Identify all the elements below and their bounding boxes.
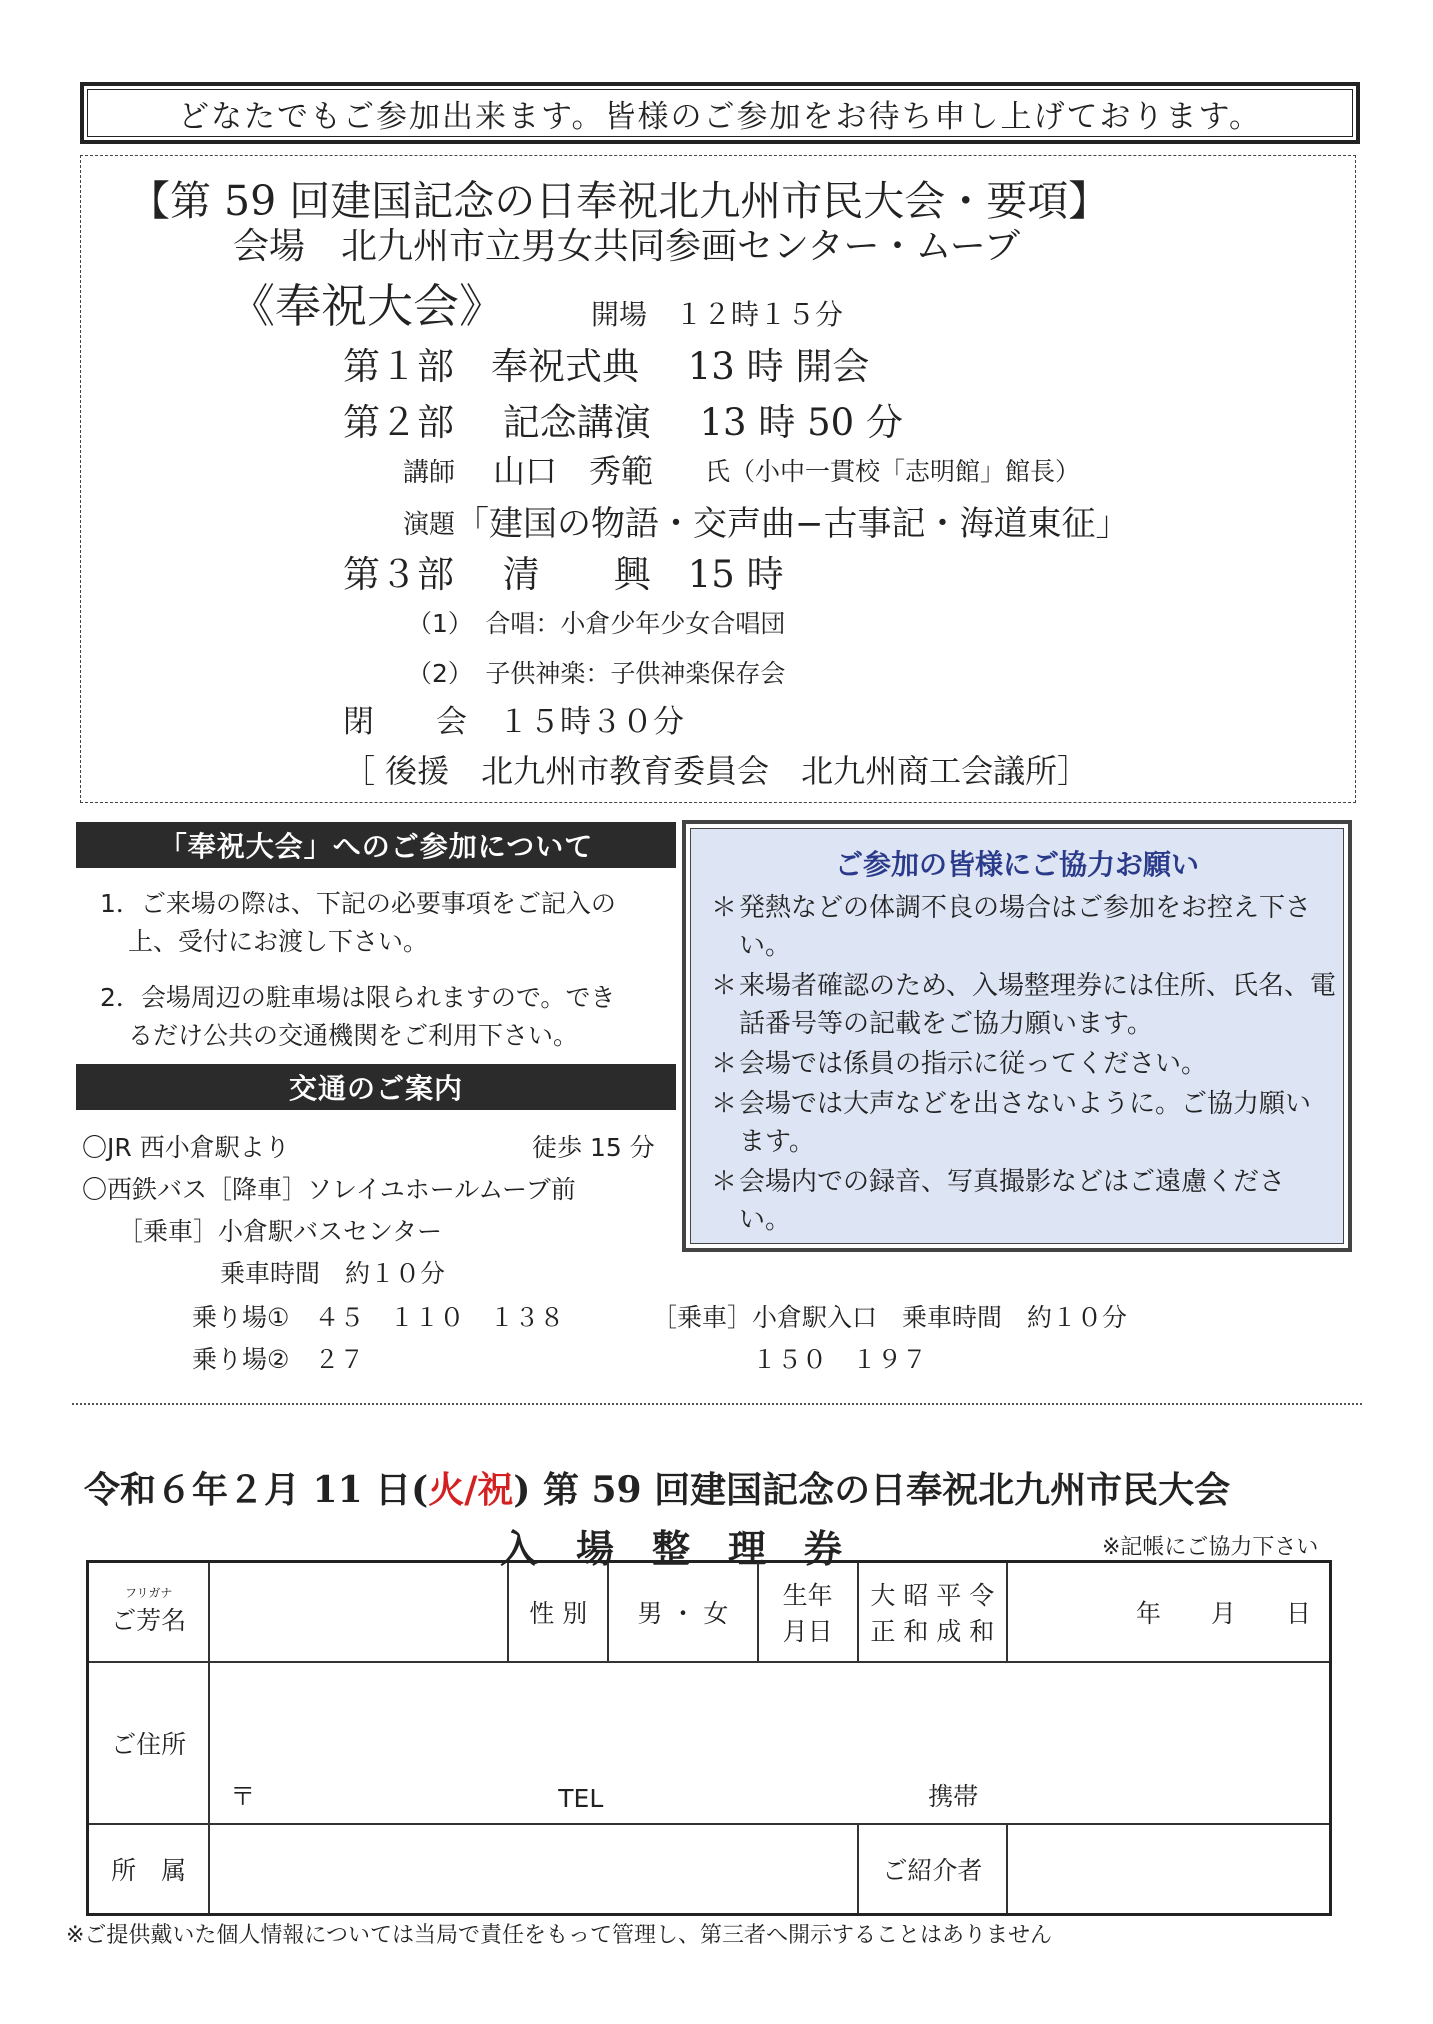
era-line-1: 大 昭 平 令 bbox=[870, 1581, 995, 1610]
participation-p2b: るだけ公共の交通機関をご利用下さい。 bbox=[128, 1021, 579, 1050]
notice-title: ご参加の皆様にご協力お願い bbox=[834, 848, 1199, 881]
notice-item bbox=[711, 889, 1336, 965]
ticket-day-holiday: 祝 bbox=[477, 1469, 514, 1511]
affiliation-field[interactable] bbox=[209, 1824, 857, 1915]
transport-stop2: 乗り場② ２７ bbox=[192, 1345, 365, 1374]
name-label: ご芳名 bbox=[111, 1606, 187, 1635]
asterisk-icon: ＊ bbox=[711, 893, 738, 923]
address-label: ご住所 bbox=[88, 1662, 210, 1824]
ticket-event: ) 第 59 回建国記念の日奉祝北九州市民大会 bbox=[513, 1469, 1231, 1511]
birth-date-field[interactable]: 年 月 日 bbox=[1007, 1562, 1330, 1663]
transport-bus: 〇西鉄バス［降車］ソレイユホールムーブ前 bbox=[82, 1175, 576, 1204]
lecturer-suffix: 氏（小中一貫校「志明館」館長） bbox=[705, 457, 1081, 486]
topic: 「建国の物語・交声曲−古事記・海道東征」 bbox=[455, 504, 1130, 544]
gender-choice[interactable]: 男 ・ 女 bbox=[608, 1562, 758, 1663]
notice-item-text: 会場内での録音、写真撮影などはご遠慮ください。 bbox=[739, 1167, 1286, 1235]
ticket-date: 令和６年２月 11 日( bbox=[84, 1469, 429, 1511]
name-field[interactable] bbox=[209, 1562, 508, 1663]
notice-item-text: 来場者確認のため、入場整理券には住所、氏名、電話番号等の記載をご協力願います。 bbox=[739, 971, 1336, 1039]
postal-mark: 〒 bbox=[230, 1782, 256, 1811]
transport-stop1: 乗り場① ４５ １１０ １３８ bbox=[192, 1303, 565, 1332]
participation-title: 「奉祝大会」へのご参加について bbox=[76, 822, 676, 868]
furigana-label: フリガナ bbox=[124, 1586, 173, 1600]
participation-p1b: 上、受付にお渡し下さい。 bbox=[128, 927, 429, 956]
referrer-label: ご紹介者 bbox=[858, 1824, 1008, 1915]
notice-item bbox=[711, 1045, 1336, 1083]
topic-label: 演題 bbox=[403, 510, 456, 540]
era-line-2: 正 和 成 和 bbox=[870, 1617, 995, 1646]
entry-form bbox=[86, 1560, 1332, 1916]
transport-jr: 〇JR 西小倉駅より bbox=[82, 1133, 290, 1162]
notice-box bbox=[682, 820, 1352, 1252]
program-heading: 【第 59 回建国記念の日奉祝北九州市民大会・要項】 bbox=[129, 177, 1110, 225]
tel-label: TEL bbox=[558, 1784, 604, 1813]
transport-time: 乗車時間 約１０分 bbox=[220, 1259, 446, 1288]
notice-item bbox=[711, 1085, 1336, 1161]
venue: 会場 北九州市立男女共同参画センター・ムーブ bbox=[233, 226, 1020, 267]
gender-label: 性 別 bbox=[508, 1562, 608, 1663]
section-title: 《奉祝大会》 bbox=[229, 279, 505, 333]
privacy-footnote: ※ご提供戴いた個人情報については当局で責任をもって管理し、第三者へ開示することはありません bbox=[66, 1923, 1052, 1948]
affiliation-label: 所 属 bbox=[88, 1824, 210, 1915]
name-label-cell bbox=[88, 1562, 210, 1663]
notice-item bbox=[711, 967, 1336, 1043]
participation-p1a: 1．ご来場の際は、下記の必要事項をご記入の bbox=[100, 889, 616, 918]
address-field[interactable] bbox=[209, 1662, 1330, 1824]
top-banner bbox=[80, 82, 1360, 144]
close-time: 閉 会 １５時３０分 bbox=[343, 704, 684, 740]
birth-label bbox=[758, 1562, 858, 1663]
item-choir: （1） 合唱：小倉少年少女合唱団 bbox=[407, 609, 786, 638]
program-box bbox=[80, 155, 1356, 803]
transport-title: 交通のご案内 bbox=[76, 1064, 676, 1110]
lecturer-label: 講師 bbox=[403, 458, 456, 488]
part1: 第１部 奉祝式典 13 時 開会 bbox=[343, 345, 870, 388]
notice-item-text: 会場では係員の指示に従ってください。 bbox=[739, 1049, 1208, 1079]
notice-item-text: 会場では大声などを出さないように。ご協力願います。 bbox=[739, 1089, 1312, 1157]
ticket-slash: / bbox=[464, 1469, 478, 1511]
ticket-note: ※記帳にご協力下さい bbox=[1102, 1535, 1319, 1560]
participation-p2a: 2．会場周辺の駐車場は限られますので。でき bbox=[100, 983, 616, 1012]
lecturer-name: 山口 秀範 bbox=[493, 452, 654, 490]
notice-item-text: 発熱などの体調不良の場合はご参加をお控え下さい。 bbox=[739, 893, 1312, 961]
asterisk-icon: ＊ bbox=[711, 1167, 738, 1197]
open-time: 開場 １２時１５分 bbox=[591, 298, 844, 331]
transport-stop2b: １５０ １９７ bbox=[752, 1345, 928, 1374]
ticket-title bbox=[84, 1462, 1230, 1513]
asterisk-icon: ＊ bbox=[711, 971, 738, 1001]
ticket-day-tue: 火 bbox=[428, 1469, 465, 1511]
transport-board2: ［乗車］小倉駅入口 乗車時間 約１０分 bbox=[652, 1303, 1128, 1332]
part2: 第２部 記念講演 13 時 50 分 bbox=[343, 401, 903, 444]
banner-text: どなたでもご参加出来ます。皆様のご参加をお待ち申し上げております。 bbox=[87, 89, 1353, 137]
transport-jr-walk: 徒歩 15 分 bbox=[532, 1133, 655, 1162]
supporters: ［ 後援 北九州市教育委員会 北九州商工会議所］ bbox=[343, 752, 1090, 790]
transport-board: ［乗車］小倉駅バスセンター bbox=[118, 1217, 443, 1246]
ticket-subtitle: 入場整理券 bbox=[500, 1526, 881, 1571]
part3: 第３部 清 興 15 時 bbox=[343, 553, 784, 596]
birth-label-2: 月日 bbox=[782, 1617, 833, 1646]
cut-line bbox=[72, 1403, 1362, 1405]
item-kagura: （2） 子供神楽：子供神楽保存会 bbox=[407, 659, 786, 688]
birth-label-1: 生年 bbox=[782, 1581, 833, 1610]
mobile-label: 携帯 bbox=[928, 1782, 979, 1811]
era-choice[interactable] bbox=[858, 1562, 1008, 1663]
notice-item bbox=[711, 1163, 1336, 1239]
referrer-field[interactable] bbox=[1007, 1824, 1330, 1915]
asterisk-icon: ＊ bbox=[711, 1049, 738, 1079]
asterisk-icon: ＊ bbox=[711, 1089, 738, 1119]
